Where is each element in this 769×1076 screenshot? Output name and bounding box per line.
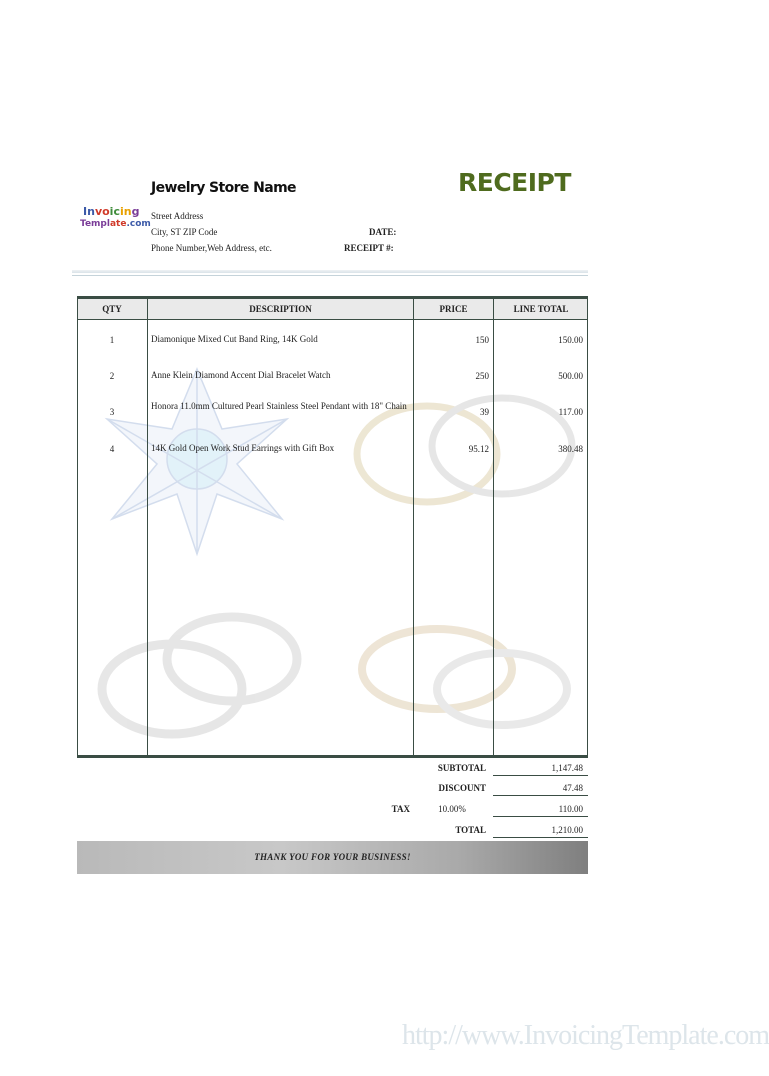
thank-you-text: THANK YOU FOR YOUR BUSINESS! [254, 852, 411, 862]
column-divider [147, 299, 148, 755]
website-watermark: http://www.InvoicingTemplate.com [402, 1020, 769, 1051]
header-divider-thin [72, 275, 588, 276]
row-price: 39 [480, 407, 489, 417]
items-table [77, 296, 588, 758]
total-label: TOTAL [455, 825, 486, 835]
row-price: 250 [475, 371, 489, 381]
total-value: 1,210.00 [551, 825, 583, 835]
row-line-total: 380.48 [558, 444, 583, 454]
discount-value: 47.48 [562, 783, 583, 793]
thank-you-banner [77, 841, 588, 874]
row-line-total: 500.00 [558, 371, 583, 381]
column-divider [413, 299, 414, 755]
column-header-price: PRICE [439, 304, 468, 314]
receipt-number-label: RECEIPT #: [344, 243, 394, 253]
row-description: Anne Klein Diamond Accent Dial Bracelet Watch [151, 370, 331, 380]
row-description: Honora 11.0mm Cultured Pearl Stainless Steel Pendant with 18" Chain [151, 401, 407, 411]
tax-value: 110.00 [558, 804, 583, 814]
row-price: 95.12 [468, 444, 489, 454]
row-description: Diamonique Mixed Cut Band Ring, 14K Gold [151, 334, 318, 344]
silver-rings-watermark-icon [92, 599, 312, 749]
tax-box [493, 799, 588, 817]
column-header-description: DESCRIPTION [249, 304, 312, 314]
row-description: 14K Gold Open Work Stud Earrings with Gift Box [151, 443, 335, 453]
invoicing-template-logo [80, 205, 151, 231]
row-qty: 1 [109, 335, 115, 345]
date-label: DATE: [369, 227, 397, 237]
column-header-qty: QTY [102, 304, 122, 314]
row-qty: 2 [109, 371, 115, 381]
wedding-bands-watermark-icon [352, 594, 577, 744]
logo-line1: Invoicing [83, 205, 140, 218]
discount-box [493, 778, 588, 796]
subtotal-value: 1,147.48 [551, 763, 583, 773]
row-qty: 4 [109, 444, 115, 454]
document-title: RECEIPT [458, 168, 571, 197]
street-address: Street Address [151, 211, 204, 221]
diamond-watermark-icon [82, 359, 312, 559]
header-divider [72, 270, 588, 273]
row-line-total: 150.00 [558, 335, 583, 345]
logo-line2: Template.com [80, 219, 151, 229]
total-box [493, 820, 588, 838]
contact-info: Phone Number,Web Address, etc. [151, 243, 272, 253]
tax-rate: 10.00% [438, 804, 466, 814]
column-header-line-total: LINE TOTAL [513, 304, 569, 314]
table-border-left [77, 299, 78, 755]
city-state-zip: City, ST ZIP Code [151, 227, 218, 237]
row-line-total: 117.00 [558, 407, 583, 417]
column-divider [493, 299, 494, 755]
subtotal-label: SUBTOTAL [437, 763, 486, 773]
subtotal-box [493, 758, 588, 776]
row-qty: 3 [109, 407, 115, 417]
table-border-right [587, 299, 588, 755]
row-price: 150 [475, 335, 489, 345]
tax-label: TAX [391, 804, 410, 814]
table-header [77, 299, 588, 320]
discount-label: DISCOUNT [438, 783, 486, 793]
store-name: Jewelry Store Name [151, 180, 296, 196]
